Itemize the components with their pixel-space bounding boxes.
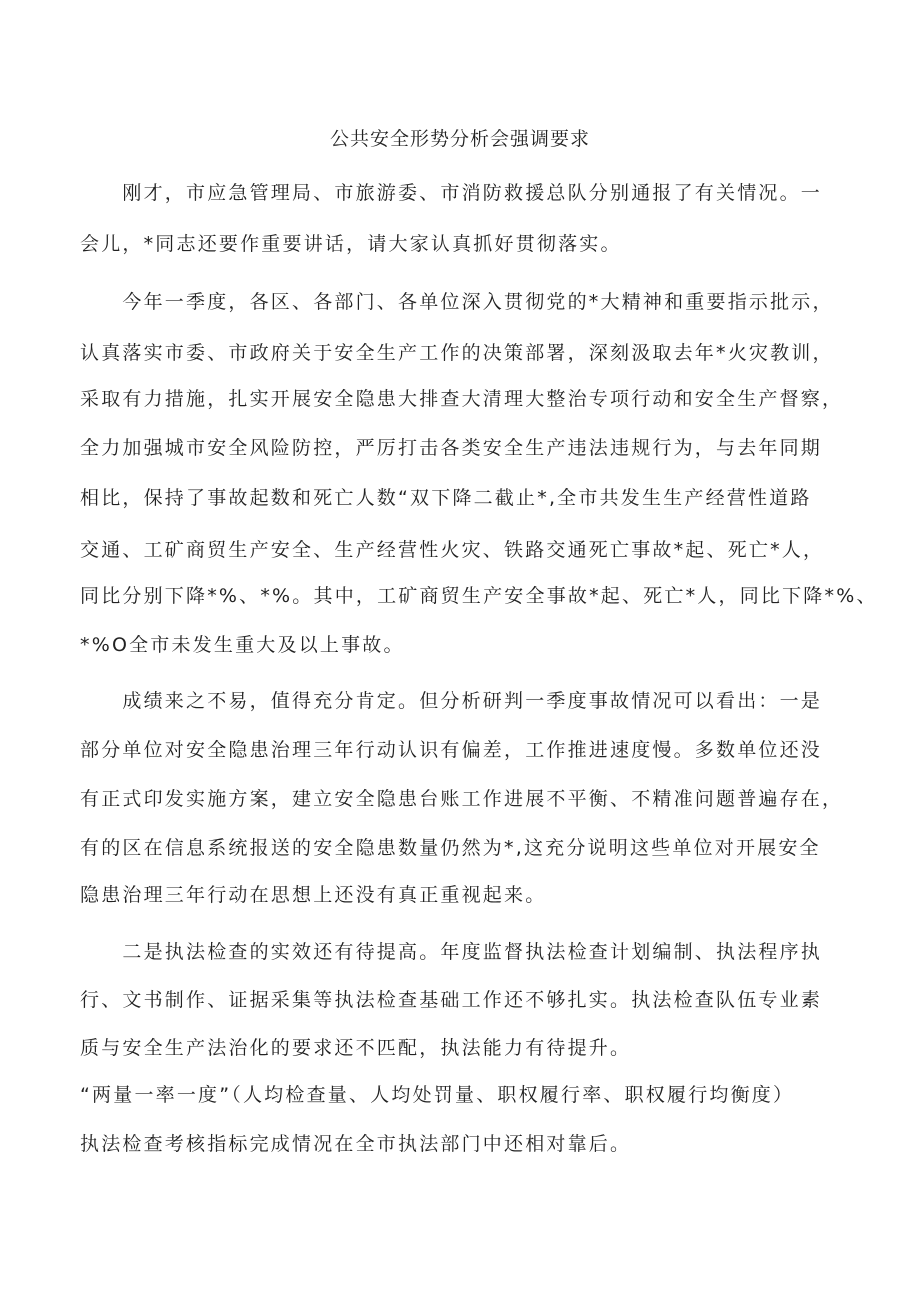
text-line: 隐患治理三年行动在思想上还没有真正重视起来。 <box>80 884 547 906</box>
text-line: 相比，保持了事故起数和死亡人数“双下降二截止*,全市共发生生产经营性道路 <box>80 487 812 509</box>
text-line: 采取有力措施，扎实开展安全隐患大排查大清理大整治专项行动和安全生产督察， <box>80 388 844 410</box>
text-line: 有正式印发实施方案，建立安全隐患台账工作进展不平衡、不精准问题普遍存在， <box>80 788 844 810</box>
text-line: 会儿，*同志还要作重要讲话，请大家认真抓好贯彻落实。 <box>80 233 622 255</box>
text-line: 成绩来之不易，值得充分肯定。但分析研判一季度事故情况可以看出：一是 <box>80 690 823 712</box>
text-line: 二是执法检查的实效还有待提高。年度监督执法检查计划编制、执法程序执 <box>80 941 823 963</box>
text-line: *%O全市未发生重大及以上事故。 <box>80 634 405 656</box>
text-line: “两量一率一度”（人均检查量、人均处罚量、职权履行率、职权履行均衡度） <box>80 1084 795 1106</box>
text-line: 认真落实市委、市政府关于安全生产工作的决策部署，深刻汲取去年*火灾教训， <box>80 342 834 364</box>
text-line: 全力加强城市安全风险防控，严厉打击各类安全生产违法违规行为，与去年同期 <box>80 437 823 459</box>
text-line: 同比分别下降*%、*%。其中，工矿商贸生产安全事故*起、死亡*人，同比下降*%、 <box>80 585 878 607</box>
text-line: 质与安全生产法治化的要求还不匹配，执法能力有待提升。 <box>80 1037 632 1059</box>
text-line: 行、文书制作、证据采集等执法检查基础工作还不够扎实。执法检查队伍专业素 <box>80 989 823 1011</box>
text-line: 今年一季度，各区、各部门、各单位深入贯彻党的*大精神和重要指示批示， <box>80 291 834 313</box>
text-line: 有的区在信息系统报送的安全隐患数量仍然为*,这充分说明这些单位对开展安全 <box>80 837 821 859</box>
document-title: 公共安全形势分析会强调要求 <box>329 128 590 150</box>
text-line: 部分单位对安全隐患治理三年行动认识有偏差，工作推进速度慢。多数单位还没 <box>80 739 823 761</box>
text-line: 执法检查考核指标完成情况在全市执法部门中还相对靠后。 <box>80 1133 632 1155</box>
text-line: 交通、工矿商贸生产安全、生产经营性火灾、铁路交通死亡事故*起、死亡*人， <box>80 539 825 561</box>
text-line: 刚才，市应急管理局、市旅游委、市消防救援总队分别通报了有关情况。一 <box>80 182 823 204</box>
